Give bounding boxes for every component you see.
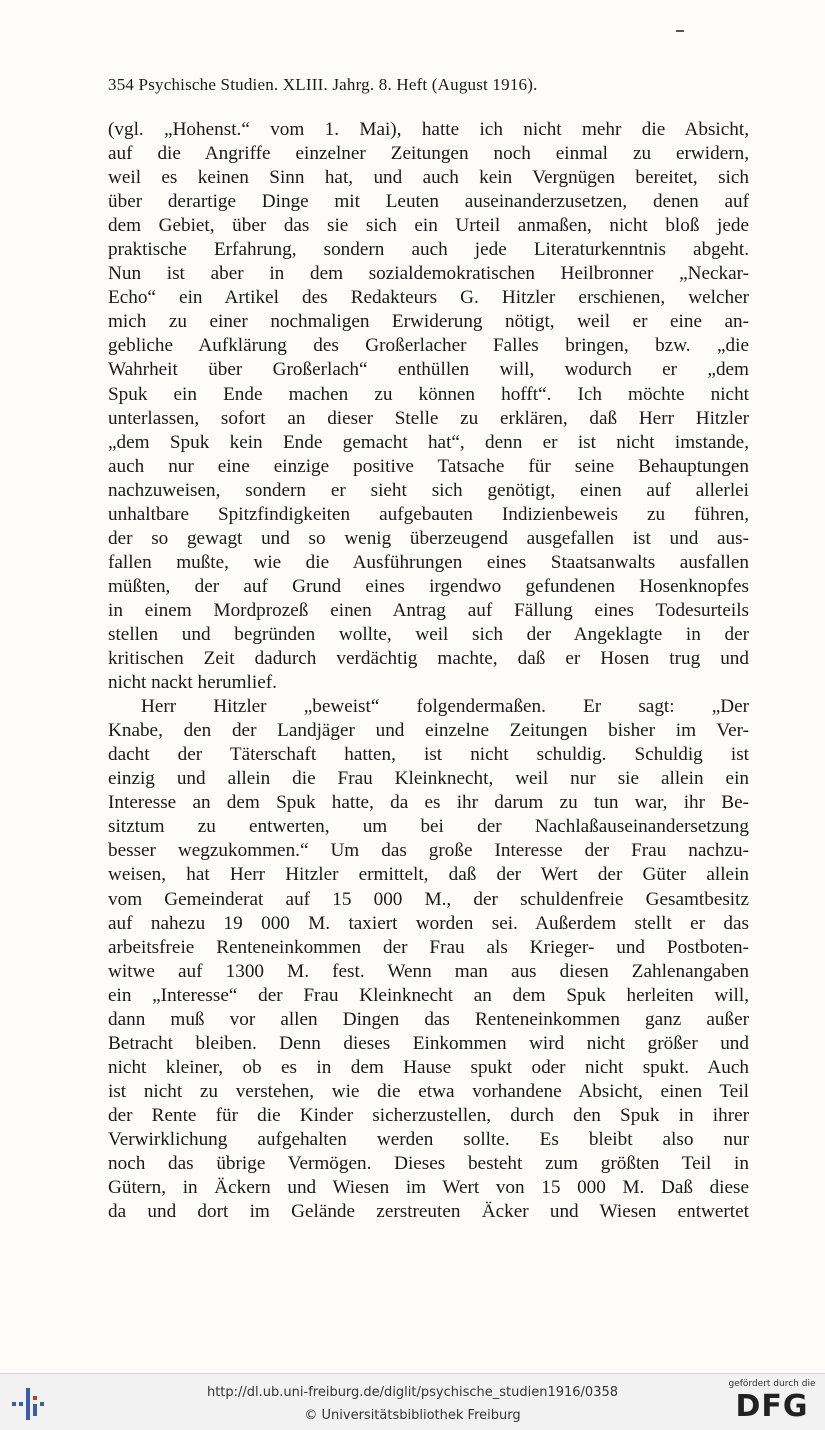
text-line: unhaltbare Spitzfindigkeiten aufgebauten Indizienbeweis zu führen, (108, 503, 749, 525)
text-line: „dem Spuk kein Ende gemacht hat“, denn er ist nicht imstande, (108, 431, 749, 453)
dfg-caption: gefördert durch die (728, 1379, 816, 1389)
text-line: Betracht bleiben. Denn dieses Einkommen wird nicht größer und (108, 1032, 749, 1054)
source-url-link[interactable]: http://dl.ub.uni-freiburg.de/diglit/psychische_studien1916/0358 (206, 1385, 619, 1400)
text-line: mich zu einer nochmaligen Erwiderung nötigt, weil er eine an- (108, 311, 749, 333)
text-line: Gütern, in Äckern und Wiesen im Wert von 15 000 M. Daß diese (108, 1177, 749, 1199)
text-line: da und dort im Gelände zerstreuten Äcker und Wiesen entwertet (108, 1201, 749, 1223)
text-line: Echo“ ein Artikel des Redakteurs G. Hitzler erschienen, welcher (108, 287, 749, 309)
dfg-logo-text: DFG (735, 1389, 809, 1424)
text-line: auf die Angriffe einzelner Zeitungen noch einmal zu erwidern, (108, 143, 749, 165)
scan-mark (676, 30, 684, 32)
text-line: auch nur eine einzige positive Tatsache für seine Behauptungen (108, 455, 749, 477)
running-head: 354 Psychische Studien. XLIII. Jahrg. 8. Heft (August 1916). (108, 75, 538, 94)
text-line: auf nahezu 19 000 M. taxiert worden sei. Außerdem stellt er das (108, 912, 749, 934)
text-line: Spuk ein Ende machen zu können hofft“. Ich möchte nicht (108, 383, 749, 405)
text-line: Wahrheit über Großerlach“ enthüllen will, wodurch er „dem (108, 359, 749, 381)
text-line: einzig und allein die Frau Kleinknecht, weil nur sie allein ein (108, 768, 749, 790)
body-text (108, 118, 749, 1224)
text-line: vom Gemeinderat auf 15 000 M., der schuldenfreie Gesamtbesitz (108, 888, 749, 910)
text-line: gebliche Aufklärung des Großerlacher Falles bringen, bzw. „die (108, 335, 749, 357)
text-line: sitztum zu entwerten, um bei der Nachlaßauseinandersetzung (108, 816, 749, 838)
text-line: stellen und begründen wollte, weil sich der Angeklagte in der (108, 623, 749, 645)
text-line: Verwirklichung aufgehalten werden sollte. Es bleibt also nur (108, 1128, 749, 1150)
text-line: über derartige Dinge mit Leuten auseinanderzusetzen, denen auf (108, 191, 749, 213)
text-line: noch das übrige Vermögen. Dieses besteht zum größten Teil in (108, 1153, 749, 1175)
text-line: Interesse an dem Spuk hatte, da es ihr darum zu tun war, ihr Be- (108, 792, 749, 814)
text-line: weisen, hat Herr Hitzler ermittelt, daß der Wert der Güter allein (108, 864, 749, 886)
text-line: dacht der Täterschaft hatten, ist nicht schuldig. Schuldig ist (108, 744, 749, 766)
text-line: in einem Mordprozeß einen Antrag auf Fällung eines Todesurteils (108, 599, 749, 621)
text-line: weil es keinen Sinn hat, und auch kein Vergnügen bereitet, sich (108, 167, 749, 189)
text-line: Herr Hitzler „beweist“ folgendermaßen. Er sagt: „Der (141, 696, 749, 718)
text-line: (vgl. „Hohenst.“ vom 1. Mai), hatte ich nicht mehr die Absicht, (108, 119, 749, 140)
text-line: nicht kleiner, ob es in dem Hause spukt oder nicht spukt. Auch (108, 1056, 749, 1078)
text-line: nicht nackt herumlief. (108, 672, 277, 694)
text-line: dem Gebiet, über das sie sich ein Urteil anmaßen, nicht bloß jede (108, 215, 749, 237)
text-line: Nun ist aber in dem sozialdemokratischen Heilbronner „Neckar- (108, 263, 749, 285)
text-line: müßten, der auf Grund eines irgendwo gefundenen Hosenknopfes (108, 575, 749, 597)
text-line: der so gewagt und so wenig überzeugend ausgefallen ist und aus- (108, 527, 749, 549)
text-line: arbeitsfreie Renteneinkommen der Frau als Krieger- und Postboten- (108, 936, 749, 958)
text-line: kritischen Zeit dadurch verdächtig machte, daß er Hosen trug und (108, 648, 749, 670)
text-line: fallen mußte, wie die Ausführungen eines Staatsanwalts ausfallen (108, 551, 749, 573)
text-line: ist nicht zu verstehen, wie die etwa vorhandene Absicht, einen Teil (108, 1080, 749, 1102)
text-line: witwe auf 1300 M. fest. Wenn man aus diesen Zahlenangaben (108, 960, 749, 982)
text-line: unterlassen, sofort an dieser Stelle zu erklären, daß Herr Hitzler (108, 407, 749, 429)
text-line: dann muß vor allen Dingen das Renteneinkommen ganz außer (108, 1008, 749, 1030)
footer-bar (0, 1373, 825, 1430)
text-line: der Rente für die Kinder sicherzustellen, durch den Spuk in ihrer (108, 1104, 749, 1126)
text-line: praktische Erfahrung, sondern auch jede Literaturkenntnis abgeht. (108, 239, 749, 261)
text-line: ein „Interesse“ der Frau Kleinknecht an dem Spuk herleiten will, (108, 984, 749, 1006)
dfg-logo (727, 1378, 817, 1428)
text-line: besser wegzukommen.“ Um das große Interesse der Frau nachzu- (108, 840, 749, 862)
text-line: Knabe, den der Landjäger und einzelne Zeitungen bisher im Ver- (108, 720, 749, 742)
text-line: nachzuweisen, sondern er sieht sich genötigt, einen auf allerlei (108, 479, 749, 501)
copyright-text: © Universitätsbibliothek Freiburg (304, 1408, 521, 1423)
